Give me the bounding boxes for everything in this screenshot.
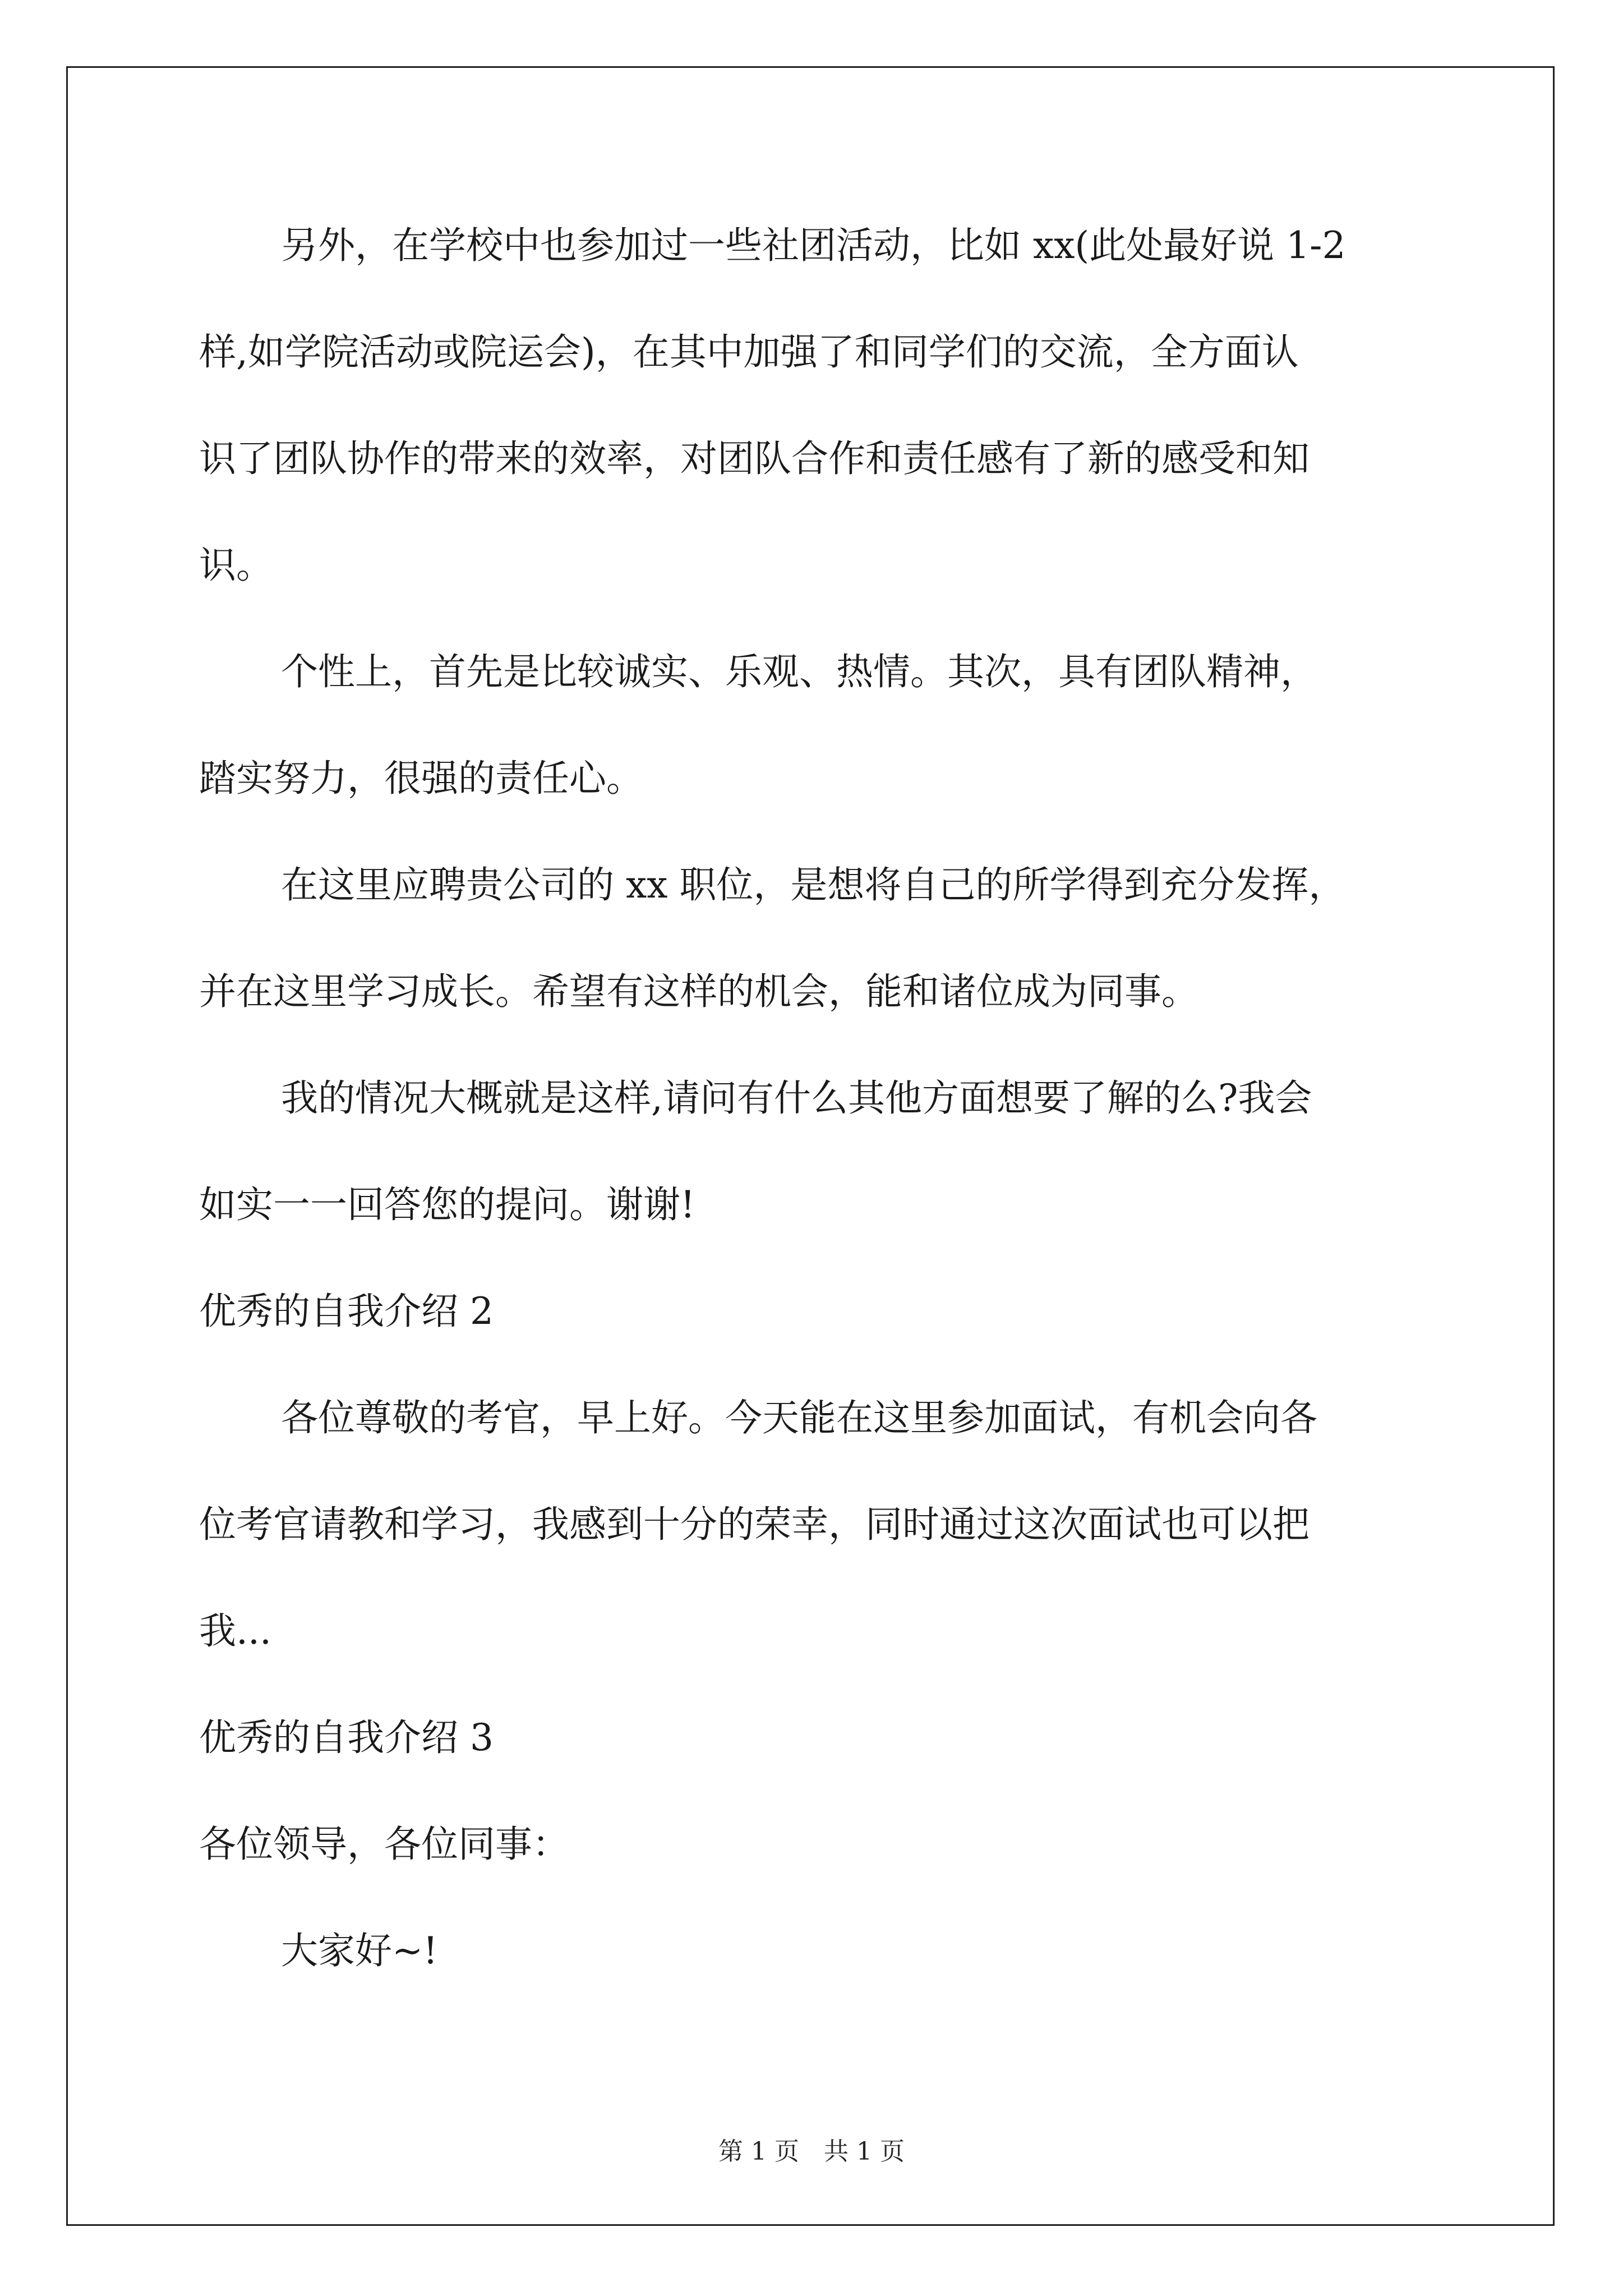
section-heading: 优秀的自我介绍 3	[199, 1716, 494, 1759]
section-heading: 优秀的自我介绍 2	[199, 1290, 494, 1333]
page-number-footer: 第 1 页 共 1 页	[718, 2137, 905, 2166]
page-border	[66, 66, 1555, 2226]
text-line: 位考官请教和学习，我感到十分的荣幸，同时通过这次面试也可以把	[199, 1503, 1310, 1546]
text-line: 大家好~!	[281, 1929, 438, 1972]
text-line: 另外，在学校中也参加过一些社团活动，比如 xx(此处最好说 1-2	[281, 224, 1346, 267]
text-line: 个性上，首先是比较诚实、乐观、热情。其次，具有团队精神，	[281, 650, 1317, 693]
text-line: 我的情况大概就是这样,请问有什么其他方面想要了解的么?我会	[281, 1076, 1312, 1120]
text-line: 各位领导，各位同事：	[199, 1823, 569, 1866]
text-line: 各位尊敬的考官，早上好。今天能在这里参加面试，有机会向各	[281, 1396, 1317, 1439]
text-line: 识了团队协作的带来的效率，对团队合作和责任感有了新的感受和知	[199, 437, 1310, 480]
text-line: 在这里应聘贵公司的 xx 职位，是想将自己的所学得到充分发挥，	[281, 863, 1346, 907]
text-line: 如实一一回答您的提问。谢谢!	[199, 1183, 695, 1226]
text-line: 样,如学院活动或院运会)，在其中加强了和同学们的交流，全方面认	[199, 330, 1299, 374]
text-line: 我...	[199, 1609, 271, 1653]
text-line: 识。	[199, 544, 273, 587]
text-line: 踏实努力，很强的责任心。	[199, 757, 643, 800]
text-line: 并在这里学习成长。希望有这样的机会，能和诸位成为同事。	[199, 970, 1198, 1013]
